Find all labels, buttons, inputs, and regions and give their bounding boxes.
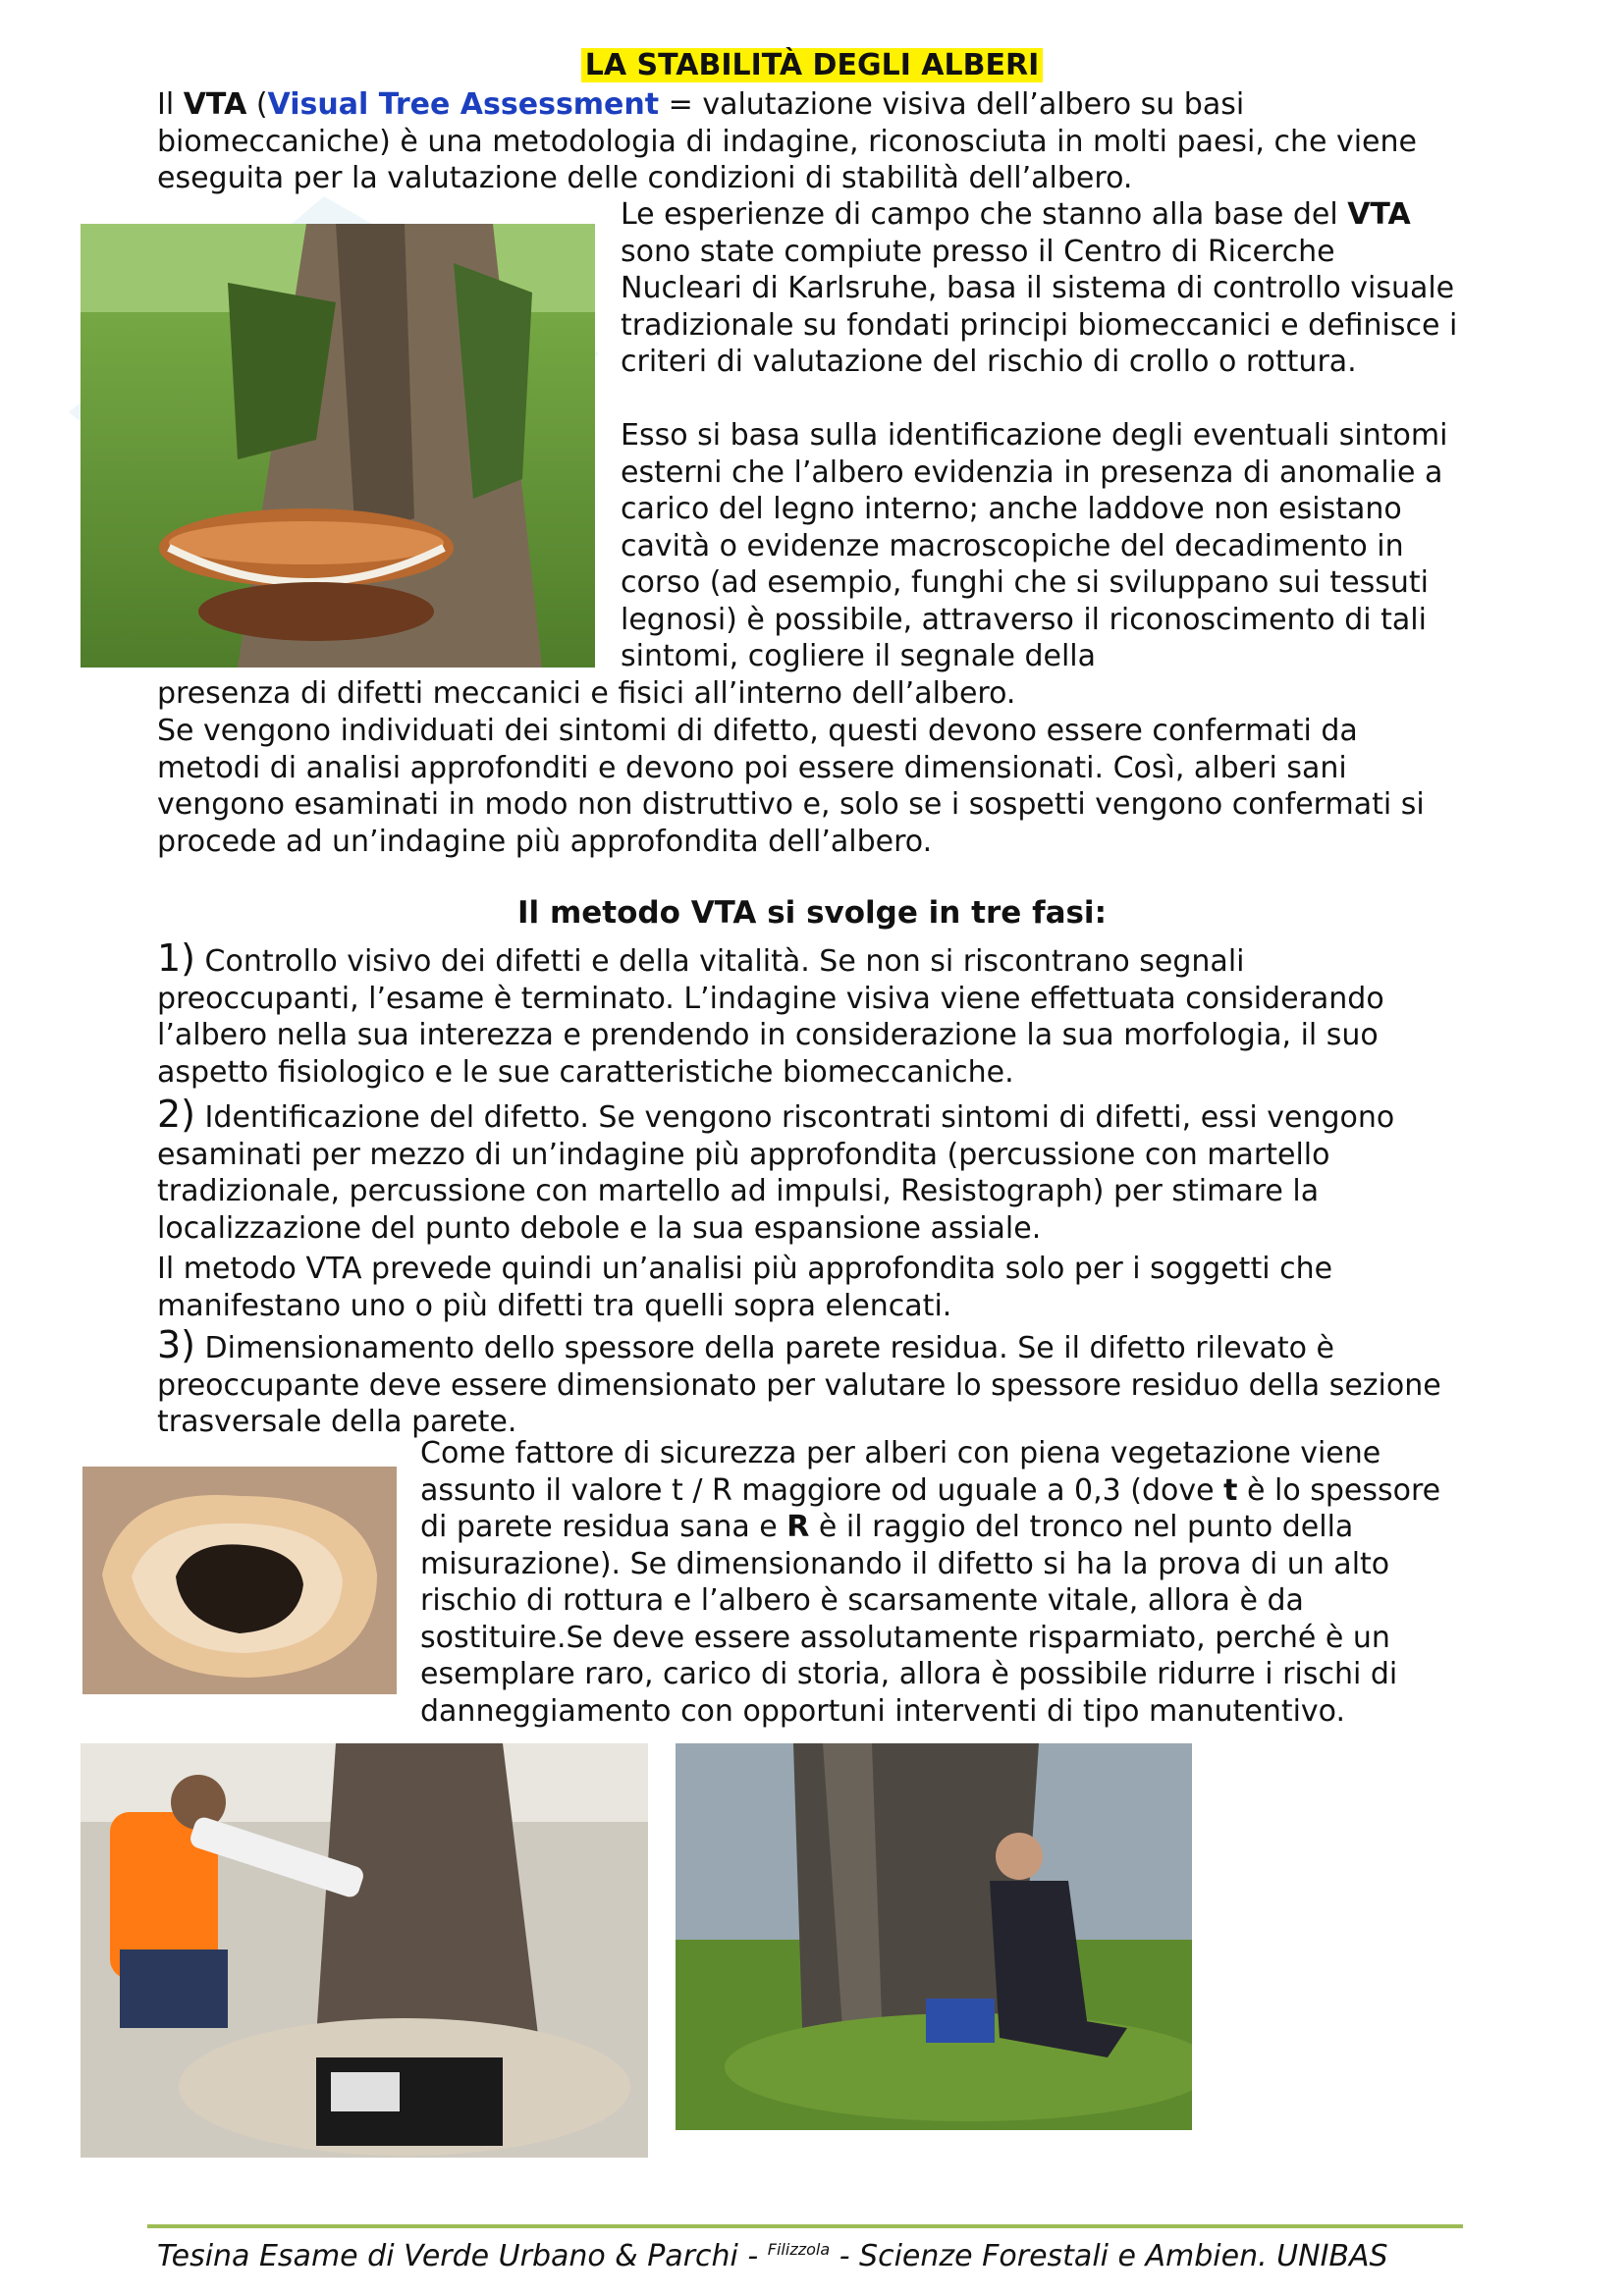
side-paragraph-1: Le esperienze di campo che stanno alla base del VTA sono state compiute presso il Centro di Ricerche Nucleari di Karlsruhe, basa il sistema di controllo visuale tradizionale su fondati principi biomeccanici e definisce i criteri di valutazione del rischio di crollo o rottura.	[621, 197, 1458, 379]
side-paragraph-2: Esso si basa sulla identificazione degli eventuali sintomi esterni che l’albero evidenzia in presenza di anomalie a carico del legno interno; anche laddove non esistano cavità o evidenze macroscopiche del decadimento in corso (ad esempio, funghi che si sviluppano sui tessuti legnosi) è possibile, attraverso il riconoscimento di tali sintomi, cogliere il segnale della	[621, 418, 1448, 673]
symbol-t: t	[1223, 1472, 1238, 1508]
phase-2: 2) Identificazione del difetto. Se vengono riscontrati sintomi di difetti, essi vengono esaminati per mezzo di un’indagine più approfondita (percussione con martello tradizionale, percussione con martello ad impulsi, Resistograph) per stimare la localizzazione del punto debole e la sua espansione assiale.	[157, 1093, 1395, 1246]
fungus-tree-photo	[81, 224, 595, 667]
confirmation-paragraph: Se vengono individuati dei sintomi di difetto, questi devono essere confermati da metodi di analisi approfonditi e devono poi essere dimensionati. Così, alberi sani vengono esaminati in modo non distruttivo e, solo se i sospetti vengono confermati si procede ad un’indagine più approfondita dell’albero.	[157, 714, 1425, 859]
phase-3: 3) Dimensionamento dello spessore della parete residua. Se il difetto rilevato è preoccupante deve essere dimensionato per valutare lo spessore residuo della sezione trasversale della parete.	[157, 1323, 1441, 1439]
phase-2-extra: Il metodo VTA prevede quindi un’analisi più approfondita solo per i soggetti che manifestano uno o più difetti tra quelli sopra elencati.	[157, 1252, 1333, 1323]
footer: Tesina Esame di Verde Urbano & Parchi - $^{Filizzola}$ - Scienze Forestali e Ambien. UNIBAS	[157, 2239, 1388, 2273]
method-heading: Il metodo VTA si svolge in tre fasi:	[517, 895, 1107, 931]
side-paragraph-2-end: presenza di difetti meccanici e fisici all’interno dell’albero.	[157, 676, 1016, 711]
footer-author: Filizzola	[767, 2240, 831, 2259]
phase-1: 1) Controllo visivo dei difetti e della vitalità. Se non si riscontrano segnali preoccupanti, l’esame è terminato. L’indagine visiva viene effettuata considerando l’albero nella sua interezza e prendendo in considerazione la sua morfologia, il suo aspetto fisiologico e le sue caratteristiche biomeccaniche.	[157, 936, 1384, 1090]
vta-term: VTA	[183, 87, 247, 122]
resistograph-photo	[81, 1743, 648, 2158]
vta-full-term: Visual Tree Assessment	[267, 87, 660, 122]
trunk-inspection-photo	[676, 1743, 1192, 2130]
trunk-section-photo	[82, 1467, 397, 1694]
vta-term-2: VTA	[1347, 197, 1411, 232]
intro-paragraph: Il VTA (Visual Tree Assessment = valutazione visiva dell’albero su basi biomeccaniche) è una metodologia di indagine, riconosciuta in molti paesi, che viene eseguita per la valutazione delle condizioni di stabilità dell’albero.	[157, 87, 1417, 195]
symbol-r: R	[786, 1510, 810, 1544]
page-title-wrap	[0, 47, 1624, 84]
page-title: LA STABILITÀ DEGLI ALBERI	[581, 48, 1044, 82]
safety-paragraph: Come fattore di sicurezza per alberi con piena vegetazione viene assunto il valore t / R maggiore od uguale a 0,3 (dove t è lo spessore di parete residua sana e R è il raggio del tronco nel punto della misurazione). Se dimensionando il difetto si ha la prova di un alto rischio di rottura e l’albero è scarsamente vitale, allora è da sostituire.Se deve essere assolutamente risparmiato, perché è un esemplare raro, carico di storia, allora è possibile ridurre i rischi di danneggiamento con opportuni interventi di tipo manutentivo.	[420, 1436, 1441, 1729]
phase-2-number: 2)	[157, 1093, 196, 1136]
phase-1-number: 1)	[157, 936, 196, 980]
method-heading-wrap	[0, 895, 1624, 933]
phase-3-number: 3)	[157, 1323, 196, 1366]
footer-rule	[147, 2224, 1463, 2228]
